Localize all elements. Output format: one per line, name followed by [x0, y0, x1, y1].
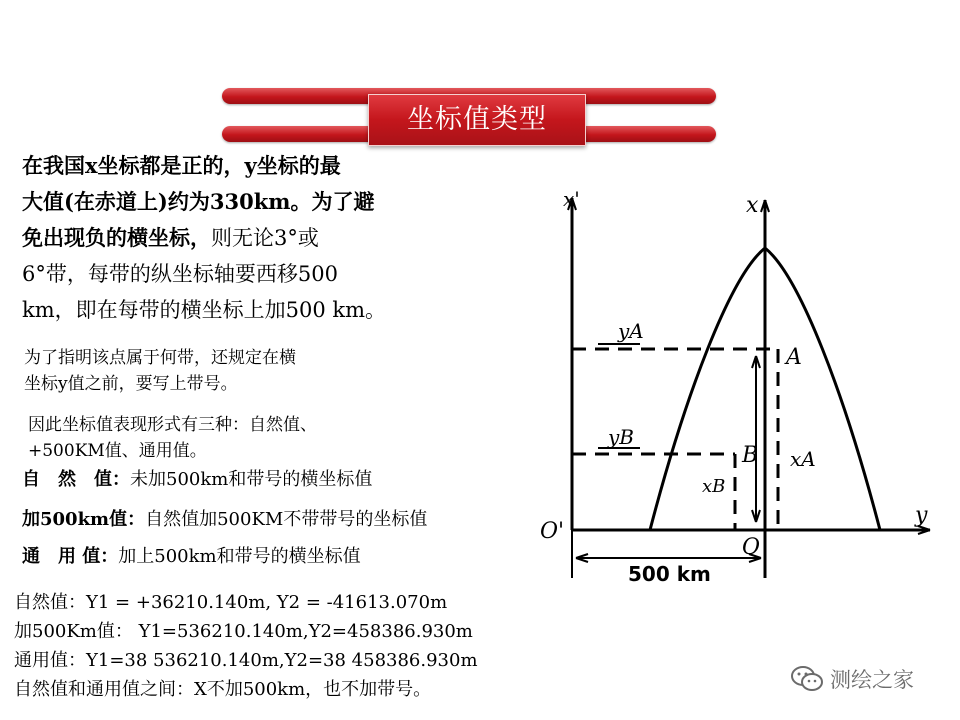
coordinate-diagram [530, 186, 940, 586]
kind-natural: 自 然 值：未加500km和带号的横坐标值 [22, 469, 373, 490]
wechat-icon [790, 665, 824, 693]
example-line-3: 通用值：Y1=38 536210.140m,Y2=38 458386.930m [14, 650, 478, 671]
intro-line-1: 在我国x坐标都是正的，y坐标的最 [22, 153, 341, 178]
note1-line-1: 为了指明该点属于何带，还规定在横 [24, 348, 296, 368]
label-o: O [742, 535, 761, 560]
label-x-prime: x' [563, 187, 580, 211]
intro-line-3: 免出现负的横坐标，则无论3°或 [22, 225, 319, 250]
note2-line-2: +500KM值、通用值。 [28, 441, 207, 461]
label-y: y [915, 503, 928, 528]
label-yb: yB [608, 425, 634, 449]
label-ya: yA [618, 319, 644, 343]
note1-line-2: 坐标y值之前，要写上带号。 [24, 374, 238, 394]
example-line-1: 自然值：Y1 = +36210.140m, Y2 = -41613.070m [14, 592, 448, 613]
label-o-prime: O' [540, 519, 565, 544]
label-xb: xB [702, 476, 726, 497]
example-line-4: 自然值和通用值之间：X不加500km，也不加带号。 [14, 679, 432, 700]
label-point-a: A [786, 345, 802, 370]
label-offset: 500 km [628, 562, 711, 586]
kind-general: 通 用 值：加上500km和带号的横坐标值 [22, 546, 361, 567]
intro-line-5: km，即在每带的横坐标上加500 km。 [22, 298, 387, 322]
watermark-text: 测绘之家 [830, 668, 914, 692]
note2-line-1: 因此坐标值表现形式有三种：自然值、 [28, 415, 317, 435]
example-line-2: 加500Km值： Y1=536210.140m,Y2=458386.930m [14, 621, 473, 642]
kind-plus500: 加500km值：自然值加500KM不带带号的坐标值 [22, 509, 428, 530]
intro-line-4: 6°带，每带的纵坐标轴要西移500 [22, 262, 338, 286]
label-xa: xA [790, 447, 816, 471]
label-point-b: B [742, 443, 759, 468]
intro-line-2: 大值(在赤道上)约为330km。为了避 [22, 189, 375, 214]
slide-title: 坐标值类型 [368, 94, 586, 146]
watermark [790, 664, 914, 694]
label-x: x [746, 193, 759, 218]
